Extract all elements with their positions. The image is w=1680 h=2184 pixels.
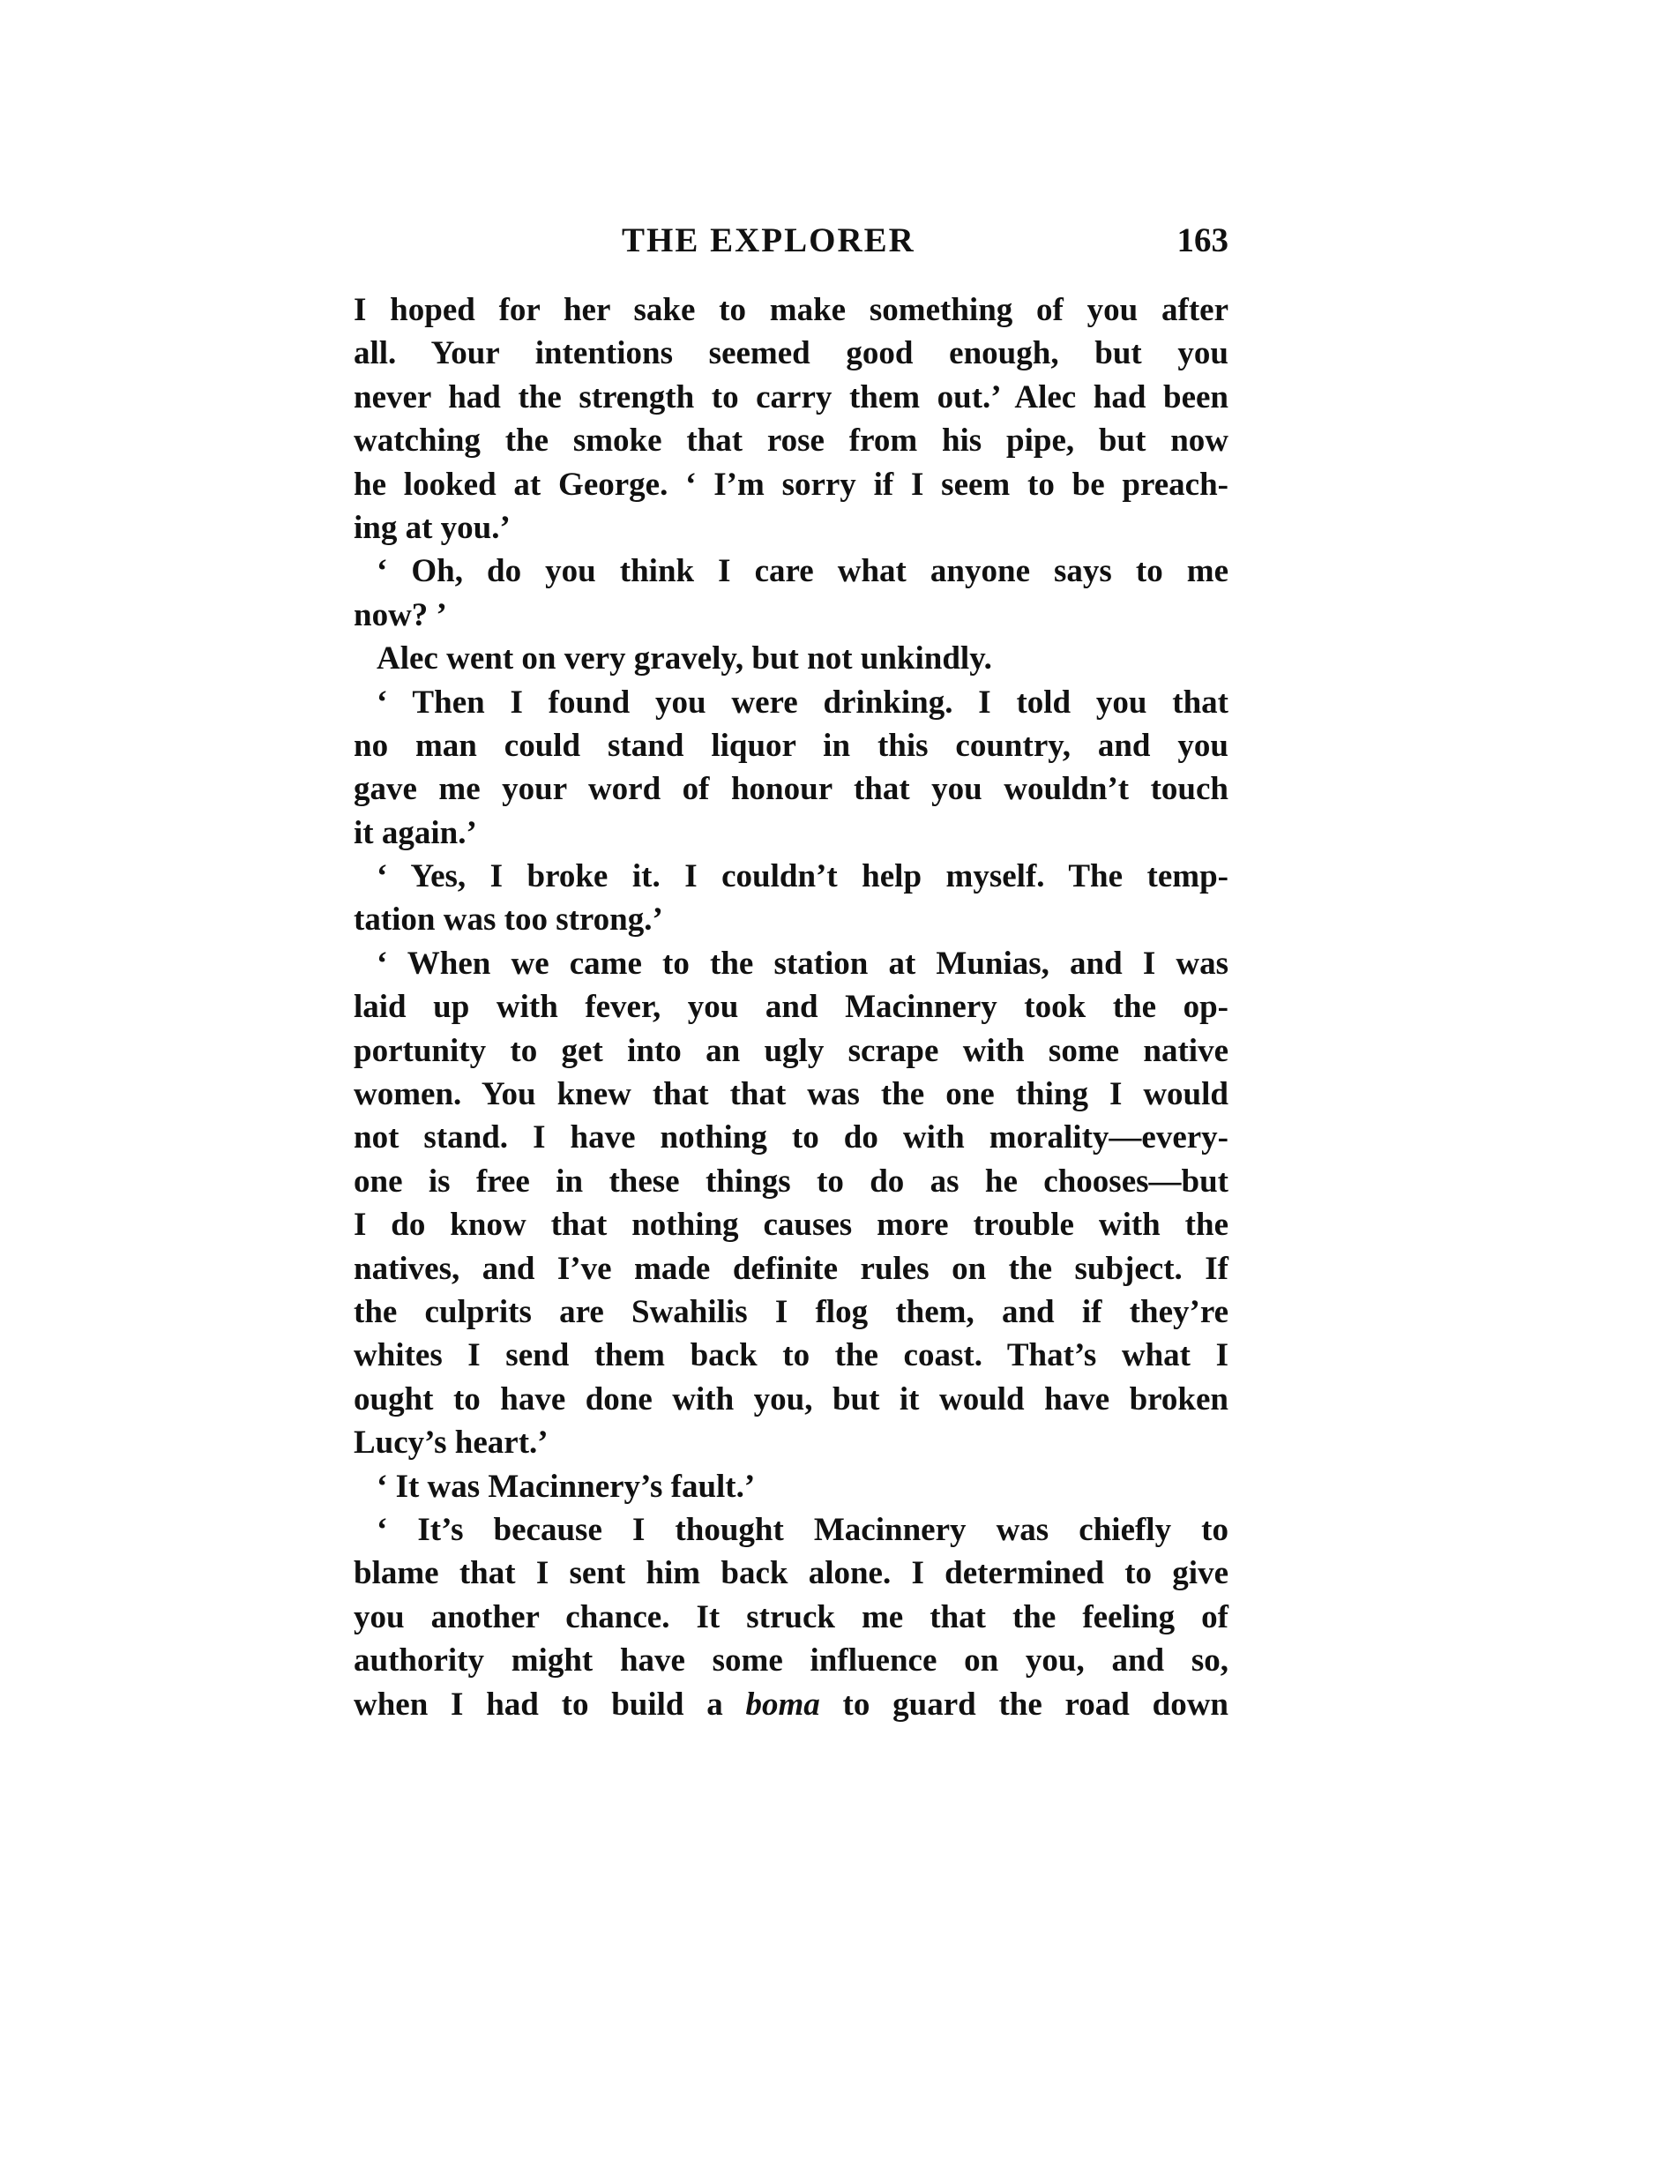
text-line: ‘ It was Macinnery’s fault.’ [377,1468,756,1505]
text-line: watching the smoke that rose from his pipe, but now [354,423,1228,460]
text-line: ‘ Then I found you were drinking. I told you that [377,684,1228,721]
text-line: authority might have some influence on you, and so, [354,1642,1228,1679]
text-line: laid up with fever, you and Macinnery took the op- [354,989,1228,1026]
page-number: 163 [1176,221,1228,259]
text-line: one is free in these things to do as he chooses—but [354,1163,1228,1200]
text-line: it again.’ [354,814,477,851]
text-line: Alec went on very gravely, but not unkindly. [377,640,992,677]
text-line: you another chance. It struck me that the feeling of [354,1598,1228,1635]
running-head [354,221,1228,265]
text-line [354,1683,1228,1726]
text-line: ‘ Yes, I broke it. I couldn’t help myself. The temp- [377,858,1228,895]
text-line: now? ’ [354,596,447,633]
italic-word: boma [745,1686,820,1723]
text-line: ‘ It’s because I thought Macinnery was chiefly to [377,1511,1228,1548]
text-line: not stand. I have nothing to do with morality—every- [354,1119,1228,1156]
text-line: ‘ When we came to the station at Munias, and I was [377,945,1228,982]
text-line: portunity to get into an ugly scrape with some native [354,1032,1228,1069]
text-line: ‘ Oh, do you think I care what anyone says to me [377,553,1228,590]
text-line: Lucy’s heart.’ [354,1425,549,1462]
text-line: no man could stand liquor in this country, and you [354,727,1228,764]
body-text [354,288,1228,1726]
running-title: THE EXPLORER [622,221,915,259]
text-line: tation was too strong.’ [354,901,663,939]
text-line: I do know that nothing causes more trouble with the [354,1207,1228,1244]
text-line: never had the strength to carry them out.’ Alec had been [354,378,1228,415]
text-line: ought to have done with you, but it would have broken [354,1380,1228,1417]
text-line: the culprits are Swahilis I flog them, and if they’re [354,1293,1228,1330]
text-line: ing at you.’ [354,509,511,546]
text-segment: when I had to build a [354,1686,746,1723]
text-line: whites I send them back to the coast. That’s what I [354,1337,1228,1374]
text-line: all. Your intentions seemed good enough, but you [354,335,1228,372]
text-line: gave me your word of honour that you wouldn’t touch [354,771,1228,808]
text-line: women. You knew that that was the one thing I would [354,1076,1228,1113]
text-line: blame that I sent him back alone. I determined to give [354,1555,1228,1592]
text-segment: to guard the road down [819,1686,1228,1723]
text-line: he looked at George. ‘ I’m sorry if I seem to be preach- [354,466,1228,503]
text-line: I hoped for her sake to make something of you after [354,292,1228,328]
text-line: natives, and I’ve made definite rules on the subject. If [354,1250,1228,1287]
